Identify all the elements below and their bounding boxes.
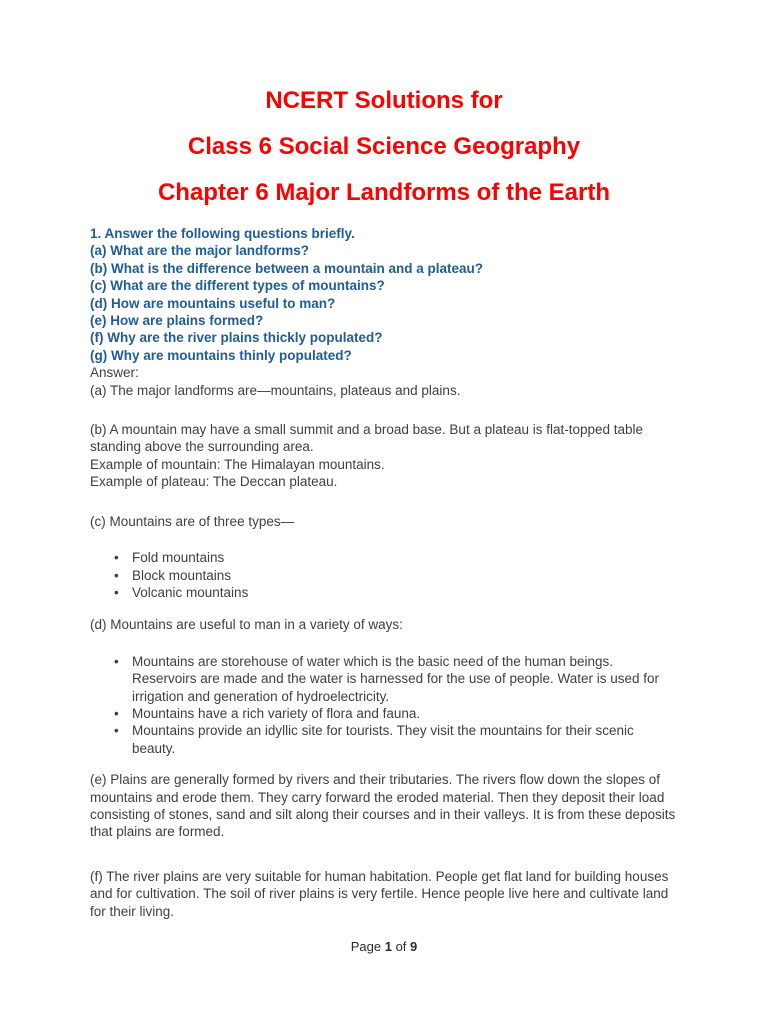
answer-d-intro: (d) Mountains are useful to man in a variety of ways: xyxy=(90,617,403,633)
doc-title-line-3: Chapter 6 Major Landforms of the Earth xyxy=(157,179,611,206)
question-item-e: (e) How are plains formed? xyxy=(90,313,264,329)
bullet-item: • Mountains provide an idyllic site for tourists. They visit the mountains for their scenic beauty. xyxy=(90,722,678,757)
bullet-item: • Volcanic mountains xyxy=(90,584,678,601)
answer-e: (e) Plains are generally formed by rivers and their tributaries. The rivers flow down the slopes of mountains and erode them. They carry forward the eroded material. Then they deposit their load consisting of stones, sand and silt along their courses and in their valleys. It is from these deposits that plains are formed. xyxy=(90,772,676,840)
answer-f: (f) The river plains are very suitable for human habitation. People get flat land for building houses and for cultivation. The soil of river plains is very fertile. Hence people live here and cultivate land for their living. xyxy=(90,868,669,919)
answer-a: (a) The major landforms are—mountains, plateaus and plains. xyxy=(90,382,461,398)
bullet-item: • Mountains have a rich variety of flora and fauna. xyxy=(90,705,678,722)
question-item-a: (a) What are the major landforms? xyxy=(90,243,310,259)
question-item-c: (c) What are the different types of mountains? xyxy=(90,278,385,294)
footer-total-pages: 9 xyxy=(410,939,418,954)
answer-b-paragraph: (b) A mountain may have a small summit and a broad base. But a plateau is flat-topped table standing above the surrounding area. xyxy=(90,422,644,455)
footer-infix: of xyxy=(395,939,407,954)
bullet-item: • Fold mountains xyxy=(90,549,678,566)
answer-label: Answer: xyxy=(90,365,139,381)
footer-page-number: 1 xyxy=(384,939,392,954)
question-block-title: 1. Answer the following questions briefly. xyxy=(90,226,355,241)
document-page xyxy=(90,0,678,920)
doc-title-line-1: NCERT Solutions for xyxy=(265,87,503,114)
question-item-d: (d) How are mountains useful to man? xyxy=(90,295,336,311)
question-item-g: (g) Why are mountains thinly populated? xyxy=(90,347,352,363)
answer-b-example-mountain: Example of mountain: The Himalayan mountains. xyxy=(90,456,385,472)
answer-b-example-plateau: Example of plateau: The Deccan plateau. xyxy=(90,474,338,490)
answer-c-intro: (c) Mountains are of three types— xyxy=(90,513,295,529)
answer-intro xyxy=(90,364,678,399)
answer-c-bullet-list xyxy=(90,549,678,601)
doc-title-line-2: Class 6 Social Science Geography xyxy=(187,133,581,160)
question-item-f: (f) Why are the river plains thickly populated? xyxy=(90,330,383,346)
answer-b xyxy=(90,421,678,491)
bullet-item: • Block mountains xyxy=(90,567,678,584)
question-item-b: (b) What is the difference between a mountain and a plateau? xyxy=(90,260,484,276)
question-block xyxy=(90,225,678,364)
page-footer xyxy=(0,938,768,956)
answer-d-bullet-list xyxy=(90,653,678,757)
footer-prefix: Page xyxy=(350,939,382,954)
bullet-item: • Mountains are storehouse of water which is the basic need of the human beings. Reservoirs are made and the water is harnessed for the use of people. Water is used for irrigation and generation of hydroelectricity. xyxy=(90,653,678,705)
